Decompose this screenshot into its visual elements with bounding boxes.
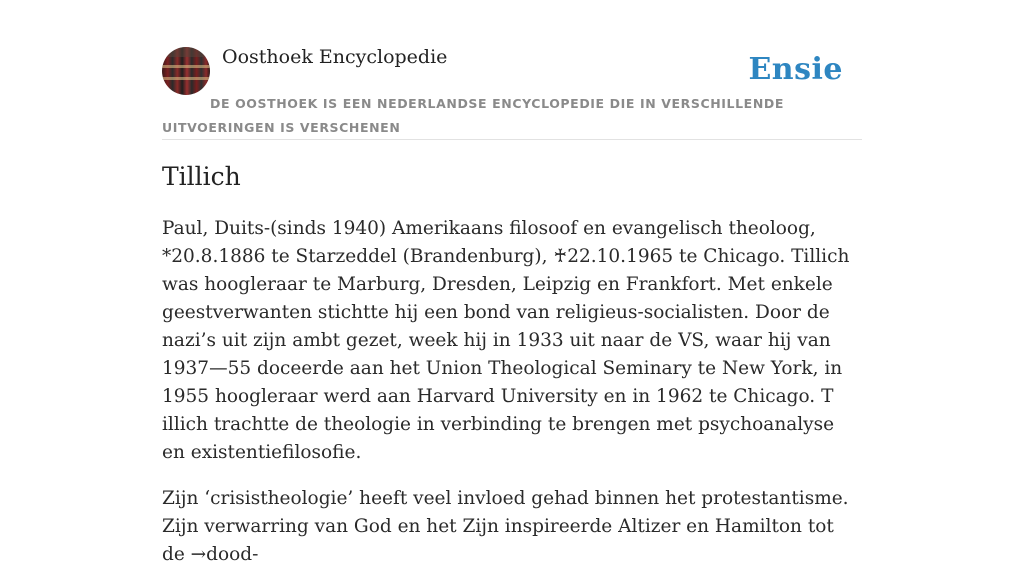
avatar-book-band bbox=[162, 77, 210, 80]
site-avatar[interactable] bbox=[162, 47, 210, 95]
header-divider bbox=[162, 139, 862, 140]
page-container bbox=[162, 0, 862, 565]
article-paragraph: Zijn ‘crisistheologie’ heeft veel invloed gehad binnen het protestantisme. Zijn verwarring van God en het Zijn inspireerde Altizer en Hamilton tot de →dood- bbox=[162, 488, 849, 565]
avatar-shelf-shadow bbox=[162, 47, 210, 57]
site-tagline: DE OOSTHOEK IS EEN NEDERLANDSE ENCYCLOPEDIE DIE IN VERSCHILLENDE UITVOERINGEN IS VERSCHENEN bbox=[162, 96, 784, 135]
brand-logo[interactable]: Ensie bbox=[748, 52, 843, 87]
article-body bbox=[162, 215, 862, 587]
article-paragraph: Paul, Duits-(sinds 1940) Amerikaans filosoof en evangelisch theoloog, *20.8.1886 te Starzeddel (Brandenburg), ♰22.10.1965 te Chicago. Tillich was hoogleraar te Marburg, Dresden, Leipzig en Frankfort. Met enkele geestverwanten stichtte hij een bond van religieus-socialisten. Door de nazi’s uit zijn ambt gezet, week hij in 1933 uit naar de VS, waar hij van 1937—55 doceerde aan het Union Theological Seminary te New York, in 1955 hoogleraar werd aan Harvard University en in 1962 te Chicago. T illich trachtte de theologie in verbinding te brengen met psychoanalyse en existentiefilosofie. bbox=[162, 218, 850, 463]
avatar-book-band bbox=[162, 65, 210, 68]
site-name[interactable]: Oosthoek Encyclopedie bbox=[222, 46, 448, 68]
article-title: Tillich bbox=[162, 162, 241, 191]
